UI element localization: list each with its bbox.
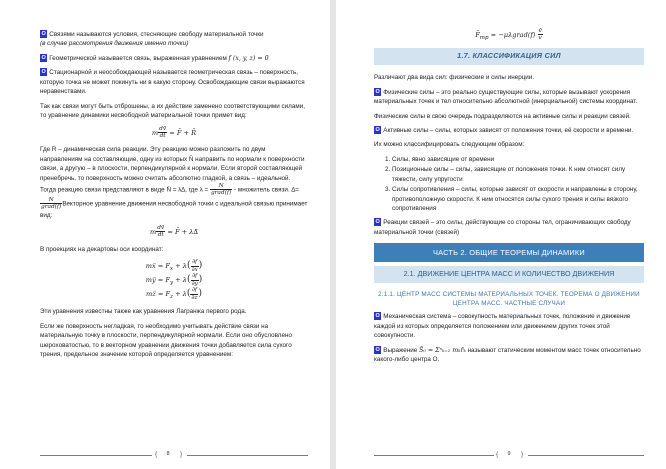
paragraph-static-moment: О Выражение S̄₀ = Σⁿₖ₌₁ mₖr̄ₖ называют статическим моментом масс точек относительно какого-либо центра O. (374, 346, 641, 364)
paragraph-classify: Их можно классифицировать следующим образом: (374, 141, 525, 149)
heading-2-1: 2.1. ДВИЖЕНИЕ ЦЕНТРА МАСС И КОЛИЧЕСТВО ДВИЖЕНИЯ (374, 266, 644, 283)
page-footer: { 8 } (155, 451, 183, 458)
force-list (374, 155, 644, 214)
paragraph-geometric: О Геометрической называется связь, выраженная уравнением f (x, y, z) = 0 (41, 54, 269, 62)
list-item: 1. Силы, явно зависящие от времени (392, 155, 644, 164)
paragraph-lagrange: Эти уравнения известны также как уравнения Лагранжа первого рода. (40, 308, 247, 316)
paragraph-reaction: Где R – динамическая сила реакции. Эту реакцию можно разложить по двум направлениям на составляющие, одну из которых N̄ направить по нормали к поверхности связи, а другую – в плоскости, перпендикулярной к нормали. Если второй составляющей пренебречь, то поверхность можно считать абсолютно гладкой, а связь – идеальной. Тогда реакцию связи представляют в виде N̄ = λ∆, где λ = $\frac{N}{\text{grad(f)}}$ - множитель связи. ∆= $\frac{N}{\text{grad(f)}}$ Векторное уравнение движения несвободной точки с идеальной связью принимает вид: (40, 146, 308, 219)
paragraph-two-types: Различают два вида сил: физические и силы инерции. (374, 74, 535, 82)
definition-marker: О (375, 126, 380, 133)
equation-z: mz̈ = $F_z + \lambda$( $\frac{\partial f}{\partial z}$ ) (146, 287, 202, 301)
equation-system (40, 259, 308, 301)
definition-marker: О (375, 88, 380, 95)
equation-1: m $\frac{dv̄}{dt}$ = F̄ + R̄ (151, 125, 197, 139)
heading-part-2: ЧАСТЬ 2. ОБЩИЕ ТЕОРЕМЫ ДИНАМИКИ (374, 243, 644, 262)
page-footer: { 9 } (496, 451, 524, 458)
page-number: 9 (507, 451, 511, 457)
formula-inline: S̄₀ = Σⁿₖ₌₁ mₖr̄ₖ (418, 346, 466, 354)
paragraph-mech-system: О Механическая система – совокупность материальных точек, положение и движение каждой из которых определяется положением или движением других точек этой совокупности. (374, 313, 631, 340)
formula-inline: f (x, y, z) = 0 (228, 54, 269, 62)
equation-y: mÿ = $F_y + \lambda$( $\frac{\partial f}{\partial y}$ ) (145, 273, 203, 287)
definition-marker: О (41, 31, 46, 37)
heading-1-7: 1.7. КЛАССИФИКАЦИЯ СИЛ (374, 48, 644, 65)
paragraph-physical: О Физические силы – это реально существующие силы, которые вызывают ускорения материальных точек и тел относительно абсолютной (инерциальной) системы координат. (374, 88, 638, 106)
equation-x: mẍ = $F_x + \lambda$( $\frac{\partial f}{\partial x}$ ) (145, 259, 203, 273)
definition-marker: О (41, 69, 46, 76)
definition-marker: О (41, 54, 46, 61)
paragraph-stationary: О Стационарной и неособождающей называется геометрическая связь – поверхность, которую точка не может покинуть ни в какую сторону. Освобождающие связи выражаются неравенствами. (40, 69, 305, 96)
definition-marker: О (375, 313, 380, 320)
heading-2-1-1: 2.1.1. ЦЕНТР МАСС СИСТЕМЫ МАТЕРИАЛЬНЫХ ТОЧЕК. ТЕОРЕМА О ДВИЖЕНИИ ЦЕНТРА МАСС. ЧАСТНЫЕ СЛУЧАИ (378, 291, 640, 307)
definition-marker: О (375, 219, 380, 226)
definition-marker: О (375, 346, 380, 353)
page-number: 8 (166, 451, 170, 457)
paragraph-active: О Активные силы – силы, которых зависят от положения точки, её скорости и времени. (375, 126, 634, 134)
page-left (0, 0, 330, 469)
list-item: 3. Силы сопротивления – силы, которые зависят от скорости и направлены в сторону, противоположную скорости. К ним относятся силы сухого трения и силы вязкого сопротивления (392, 185, 644, 213)
paragraph-physical-split: Физические силы в свою очередь подразделяются на активные силы и реакции связей. (374, 112, 631, 120)
paragraph-friction: Если же поверхность негладкая, то необходимо учитывать действие связи на материальную точку в плоскости, перпендикулярной нормали. Если оно обусловлено шероховатостью, то в векторном уравнении движения точки добавляется сила сухого трения, предельное значение которой определяется уравнением: (40, 322, 292, 359)
list-item: 2. Позиционные силы – силы, зависящие от положения точки. К ним относят силу тяжести, силу упругости (392, 165, 644, 184)
equation-2: m $\frac{dv̄}{dt}$ = F̄ + λ∆̄ (149, 224, 199, 239)
note: (в случае рассмотрения движения именно точки) (40, 40, 189, 48)
paragraph-reactions: О Реакции связей – это силы, действующие со стороны тел, ограничивающих свободу материальной точки (связей) (374, 219, 631, 236)
paragraph-release: Так как связи могут быть отброшены, а их действие заменено соответствующими силами, то уравнение динамики несвободной материальной точки примет вид: (40, 102, 305, 120)
equation-friction: $F̄_{тр}$ = −μλgrad(f) $\frac{v̄}{v}$ (475, 28, 542, 42)
paragraph-constraints: О Связями называются условия, стесняющие свободу материальной точки (в случае рассмотрения движения именно точки) (40, 31, 264, 48)
page-right (336, 0, 666, 469)
paragraph-projections: В проекциях на декартовы оси координат: (40, 245, 164, 253)
